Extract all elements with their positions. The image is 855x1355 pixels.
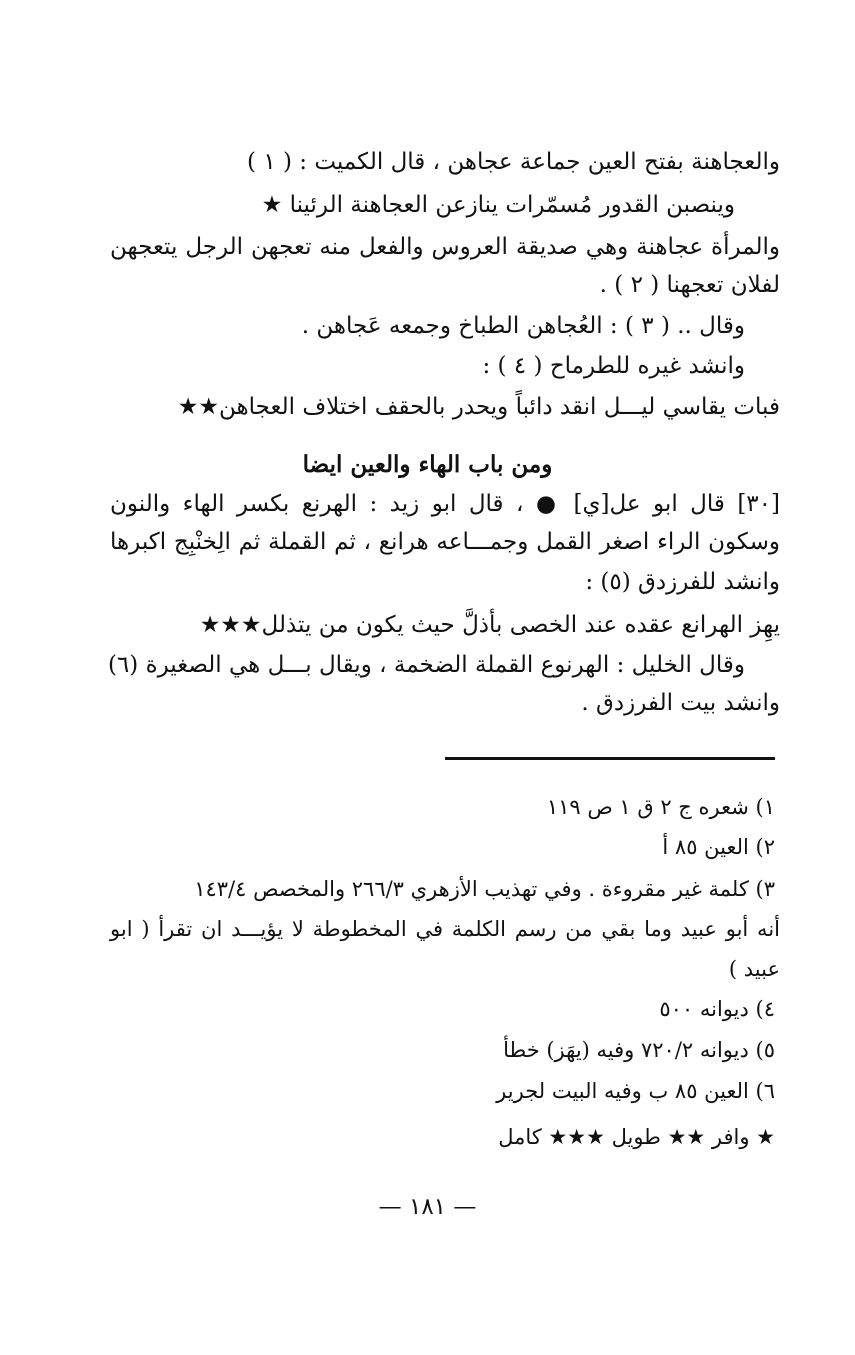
meter-legend: ★ وافر ★★ طويل ★★★ كامل [498, 1125, 775, 1149]
page-number: — ١٨١ — [378, 1194, 477, 1220]
verse-line: فبات يقاسي ليـــل انقد دائباً ويحدر بالحقف اختلاف العجاهن★★ [177, 394, 780, 420]
text-line: وانشد للفرزدق (٥) : [585, 569, 780, 595]
text-line: وانشد بيت الفرزدق . [581, 690, 780, 716]
text-line: وانشد غيره للطرماح ( ٤ ) : [482, 353, 745, 379]
text-line: لفلان تعجهنا ( ٢ ) . [599, 272, 780, 298]
section-heading: ومن باب الهاء والعين ايضا [302, 451, 553, 478]
footnote: ١) شعره ج ٢ ق ١ ص ١١٩ [546, 795, 775, 819]
text-line: [٣٠] قال ابو عل[ي] ● ، قال ابو زيد : الهرنع بكسر الهاء والنون [110, 491, 780, 517]
footnote: ٦) العين ٨٥ ب وفيه البيت لجرير [496, 1079, 775, 1103]
footnote-divider [445, 757, 775, 760]
footnote: ٤) ديوانه ٥٠٠ [659, 997, 775, 1021]
footnote: ٢) العين ٨٥ أ [662, 835, 775, 859]
text-line: وقال .. ( ٣ ) : العُجاهن الطباخ وجمعه عَجاهن . [301, 313, 745, 339]
text-line: وقال الخليل : الهرنوع القملة الضخمة ، ويقال بـــل هي الصغيرة (٦) [107, 652, 745, 678]
footnote-continuation: أنه أبو عبيد وما بقي من رسم الكلمة في المخطوطة لا يؤيـــد ان تقرأ ( ابو [110, 917, 780, 941]
footnote: ٣) كلمة غير مقروءة . وفي تهذيب الأزهري ٢٦٦/٣ والمخصص ١٤٣/٤ [194, 877, 775, 901]
footnote: ٥) ديوانه ٧٢٠/٢ وفيه (يهَز) خطأ [503, 1038, 775, 1062]
text-line: وسكون الراء اصغر القمل وجمـــاعه هرانع ، ثم القملة ثم الِخنْبِج اكبرها [110, 529, 780, 555]
text-line: والعجاهنة بفتح العين جماعة عجاهن ، قال الكميت : ( ١ ) [247, 149, 780, 175]
footnote-continuation: عبيد ) [728, 957, 780, 981]
text-line: والمرأة عجاهنة وهي صديقة العروس والفعل منه تعجهن الرجل يتعجهن [110, 234, 780, 260]
verse-line: يهِز الهرانع عقده عند الخصى بأذلَّ حيث يكون من يتذلل★★★ [199, 612, 780, 638]
verse-line: وينصبن القدور مُسمّرات ينازعن العجاهنة الرئينا ★ [261, 192, 735, 218]
